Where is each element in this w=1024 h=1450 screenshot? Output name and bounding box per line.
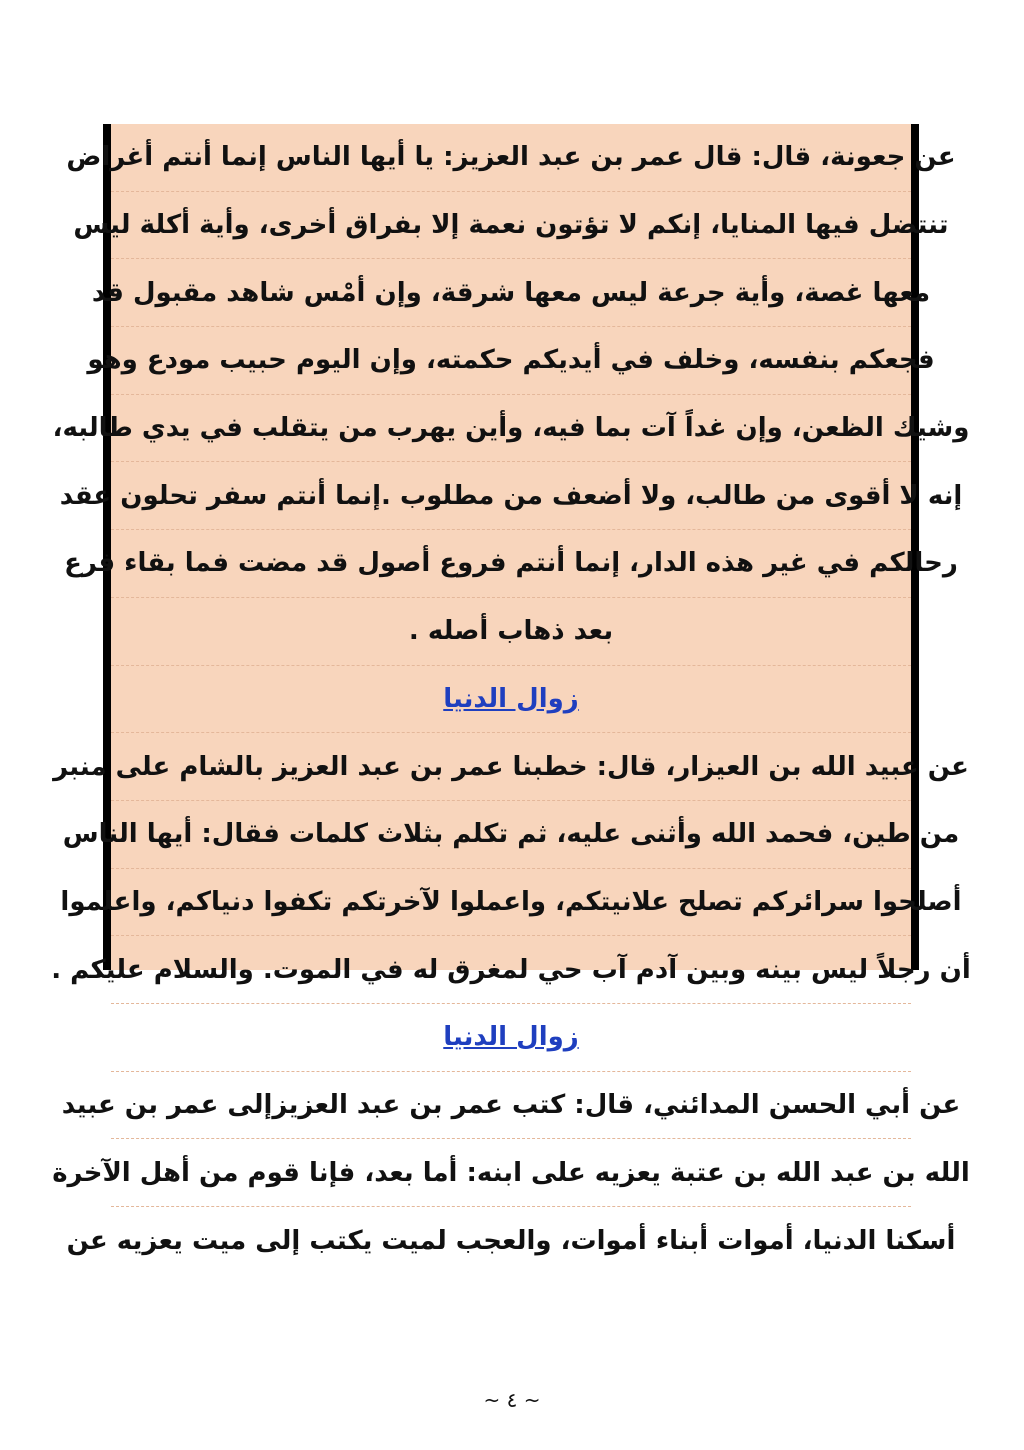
text-line: معها غصة، وأية جرعة ليس معها شرقة، وإن أمْس شاهد مقبول قد [111,259,911,327]
section-heading-link[interactable]: زوال الدنيا [111,1004,911,1072]
text-line: عن جعونة، قال: قال عمر بن عبد العزيز: يا أيها الناس إنما أنتم أغراض [111,124,911,192]
text-panel [51,124,971,1256]
text-line: وشيك الظعن، وإن غداً آت بما فيه، وأين يهرب من يتقلب في يدي طالبه، [111,395,911,463]
text-line: فجعكم بنفسه، وخلف في أيديكم حكمته، وإن اليوم حبيب مودع وهو [111,327,911,395]
text-line: بعد ذهاب أصله . [111,598,911,666]
text-line: عن أبي الحسن المدائني، قال: كتب عمر بن عبد العزيزإلى عمر بن عبيد [111,1072,911,1140]
text-line: عن عبيد الله بن العيزار، قال: خطبنا عمر بن عبد العزيز بالشام على منبر [111,733,911,801]
text-line: إنه لا أقوى من طالب، ولا أضعف من مطلوب .إنما أنتم سفر تحلون عقد [111,462,911,530]
text-line: أصلحوا سرائركم تصلح علانيتكم، واعملوا لآخرتكم تكفوا دنياكم، واعلموا [111,869,911,937]
text-line: أن رجلاً ليس بينه وبين آدم آب حي لمغرق له في الموت. والسلام عليكم . [111,936,911,1004]
text-line: رحالكم في غير هذه الدار، إنما أنتم فروع أصول قد مضت فما بقاء فرع [111,530,911,598]
text-line: من طين، فحمد الله وأثنى عليه، ثم تكلم بثلاث كلمات فقال: أيها الناس [111,801,911,869]
section-heading-link[interactable]: زوال الدنيا [111,666,911,734]
text-line: الله بن عبد الله بن عتبة يعزيه على ابنه: أما بعد، فإنا قوم من أهل الآخرة [111,1139,911,1207]
text-line: تنتضل فيها المنايا، إنكم لا تؤتون نعمة إلا بفراق أخرى، وأية أكلة ليس [111,192,911,260]
text-line: أسكنا الدنيا، أموات أبناء أموات، والعجب لميت يكتب إلى ميت يعزيه عن [66,1225,956,1256]
page-number: ~ ٤ ~ [483,1388,541,1412]
